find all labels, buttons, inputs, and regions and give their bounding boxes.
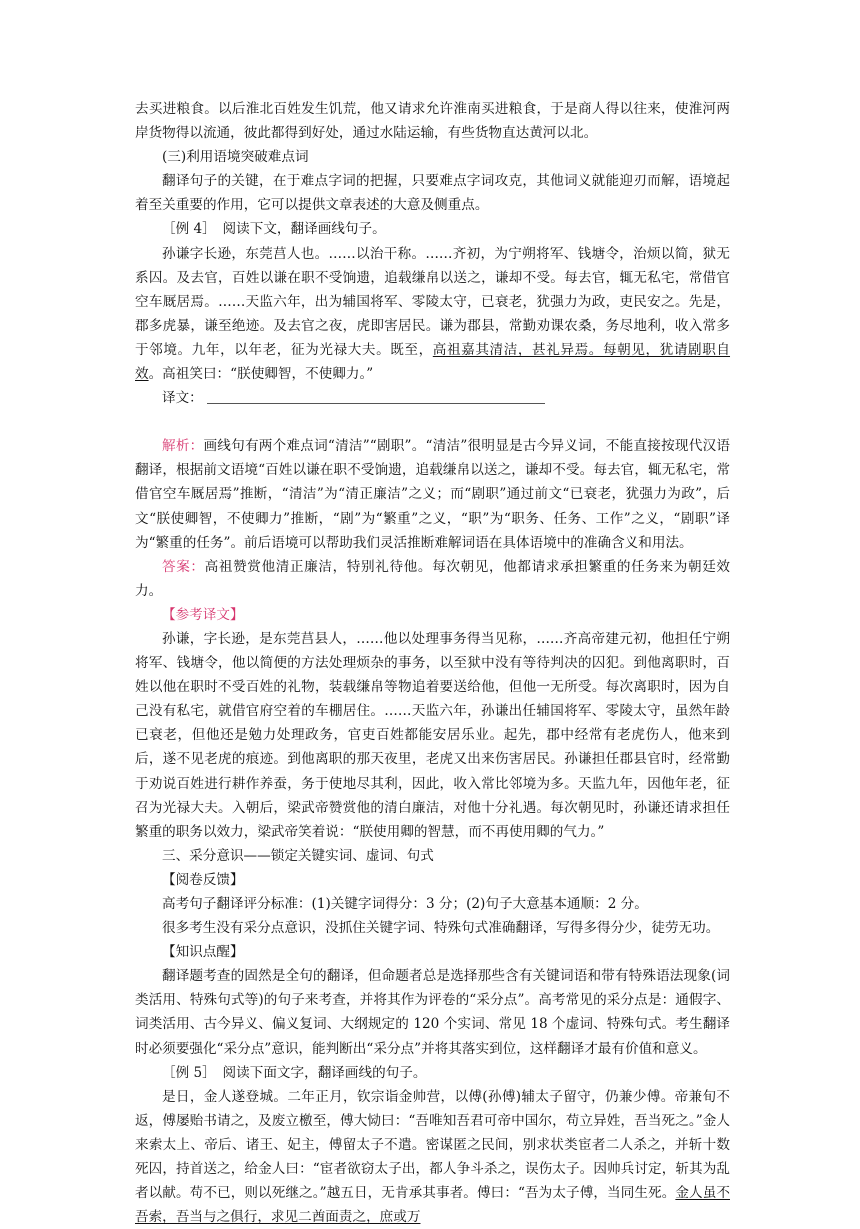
example-5-underlined-sentence: 金人虽不吾索，吾当与之俱行，求见二酋面责之，庶或万 — [135, 1185, 730, 1226]
feedback-title: 【阅卷反馈】 — [162, 871, 244, 888]
section-3-body: 翻译句子的关键，在于难点字词的把握，只要难点字词攻克，其他词义就能迎刃而解，语境起着至关重要的作用，它可以提供文章表述的大意及侧重点。 — [135, 173, 730, 214]
example-5-passage — [135, 1085, 730, 1229]
translation-label: 译文： — [162, 390, 203, 407]
feedback-line-2: 很多考生没有采分点意识，没抓住关键字词、特殊句式准确翻译，写得多得分少，徒劳无功。 — [162, 920, 720, 937]
answer-paragraph — [135, 555, 730, 603]
section-heading-three: 三、采分意识——锁定关键实词、虚词、句式 — [162, 847, 434, 864]
example-5-heading: ［例 5］ 阅读下面文字，翻译画线的句子。 — [162, 1064, 427, 1081]
translation-answer-line — [135, 386, 730, 410]
reference-translation-text: 孙谦，字长逊，是东莞莒县人，……他以处理事务得当见称，……齐高帝建元初，他担任宁朔将军、钱塘令，他以简便的方法处理烦杂的事务，以至狱中没有等待判决的囚犯。到他离职时，百姓以他在职时不受百姓的礼物，装载缣帛等物追着要送给他，但他一无所受。每次离职时，因为自己没有私宅，就借官府空着的车棚居住。……天监六年，孙谦出任辅国将军、零陵太守，虽然年龄已衰老，但他还是勉力处理政务，官吏百姓都能安居乐业。起先，郡中经常有老虎伤人，他来到后，遂不见老虎的痕迹。到他离职的那天夜里，老虎又出来伤害居民。孙谦担任郡县官时，经常勤于劝说百姓进行耕作养蚕，务于使地尽其利，因此，收入常比邻境为多。天监九年，因他年老，征召为光禄大夫。入朝后，梁武帝赞赏他的清白廉洁，对他十分礼遇。每次朝见时，孙谦还请求担任繁重的职务以效力，梁武帝笑着说：“朕使用卿的智慧，而不再使用卿的气力。” — [135, 630, 730, 840]
answer-label: 答案： — [162, 558, 205, 575]
example-4-passage — [135, 242, 730, 387]
knowledge-title: 【知识点醒】 — [162, 944, 244, 961]
example-5-text: 是日，金人遂登城。二年正月，钦宗诣金帅营，以傅(孙傅)辅太子留守，仍兼少傅。帝兼旬不返，傅屡贻书请之，及废立檄至，傅大恸曰：“吾唯知吾君可帝中国尔，苟立异姓，吾当死之。”金人来索太上、帝后、诸王、妃主，傅留太子不遣。密谋匿之民间，别求状类宦者二人杀之，并斩十数死囚，持首送之，给金人曰：“宦者欲窃太子出，都人争斗杀之，误伤太子。因帅兵讨定，斩其为乱者以献。苟不已，则以死继之。”越五日，无肯承其事者。傅曰：“吾为太子傅，当同生死。 — [135, 1088, 730, 1202]
reference-translation-title: 【参考译文】 — [162, 606, 244, 623]
spacer — [135, 410, 730, 434]
knowledge-text: 翻译题考查的固然是全句的翻译，但命题者总是选择那些含有关键词语和带有特殊语法现象(词类活用、特殊句式等)的句子来考查，并将其作为评卷的“采分点”。高考常见的采分点是：通假字、词类活用、古今异义、偏义复词、大纲规定的 120 个实词、常见 18 个虚词、特殊句式。考生翻译时必须要强化“采分点”意识，能判断出“采分点”并将其落实到位，这样翻译才最有价值和意义。 — [135, 968, 730, 1057]
example-4-tail: 。高祖笑曰：“朕使卿智，不使卿力。” — [148, 366, 374, 383]
example-4-heading: ［例 4］ 阅读下文，翻译画线句子。 — [162, 221, 386, 238]
analysis-label: 解析： — [162, 438, 204, 455]
paragraph-continuation: 去买进粮食。以后淮北百姓发生饥荒，他又请求允许淮南买进粮食，于是商人得以往来，使淮河两岸货物得以流通，彼此都得到好处，通过水陆运输，有些货物直达黄河以北。 — [135, 101, 730, 142]
example-4-underlined-sentence: 高祖嘉其清洁，甚礼异焉。每朝见，犹请剧职自效 — [135, 341, 731, 383]
analysis-paragraph — [135, 434, 730, 554]
example-4-text: 孙谦字长逊，东莞莒人也。……以治干称。……齐初，为宁朔将军、钱塘令，治烦以简，狱无系囚。及去官，百姓以谦在职不受饷遗，追载缣帛以送之，谦却不受。每去官，辄无私宅，常借官空车厩居焉。……天监六年，出为辅国将军、零陵太守，已衰老，犹强力为政，吏民安之。先是，郡多虎暴，谦至绝迹。及去官之夜，虎即害居民。谦为郡县，常勤劝课农桑，务尽地利，收入常多于邻境。九年，以年老，征为光禄大夫。既至， — [135, 245, 730, 358]
feedback-line-1: 高考句子翻译评分标准：(1)关键字词得分：3 分；(2)句子大意基本通顺：2 分。 — [162, 896, 648, 912]
document-page — [135, 97, 730, 1229]
section-heading-3: (三)利用语境突破难点词 — [162, 149, 309, 166]
answer-text: 高祖赞赏他清正廉洁，特别礼待他。每次朝见，他都请求承担繁重的任务来为朝廷效力。 — [135, 558, 731, 599]
analysis-text: 画线句有两个难点词“清洁”“剧职”。“清洁”很明显是古今异义词，不能直接按现代汉语翻译，根据前文语境“百姓以谦在职不受饷遗，追载缣帛以送之，谦却不受。每去官，辄无私宅，常借官空车厩居焉”推断，“清洁”为“清正廉洁”之义；而“剧职”通过前文“已衰老，犹强力为政”，后文“朕使卿智，不使卿力”推断，“剧”为“繁重”之义，“职”为“职务、任务、工作”之义，“剧职”译为“繁重的任务”。前后语境可以帮助我们灵活推断难解词语在具体语境中的准确含义和用法。 — [135, 438, 730, 551]
translation-blank[interactable] — [207, 389, 545, 404]
